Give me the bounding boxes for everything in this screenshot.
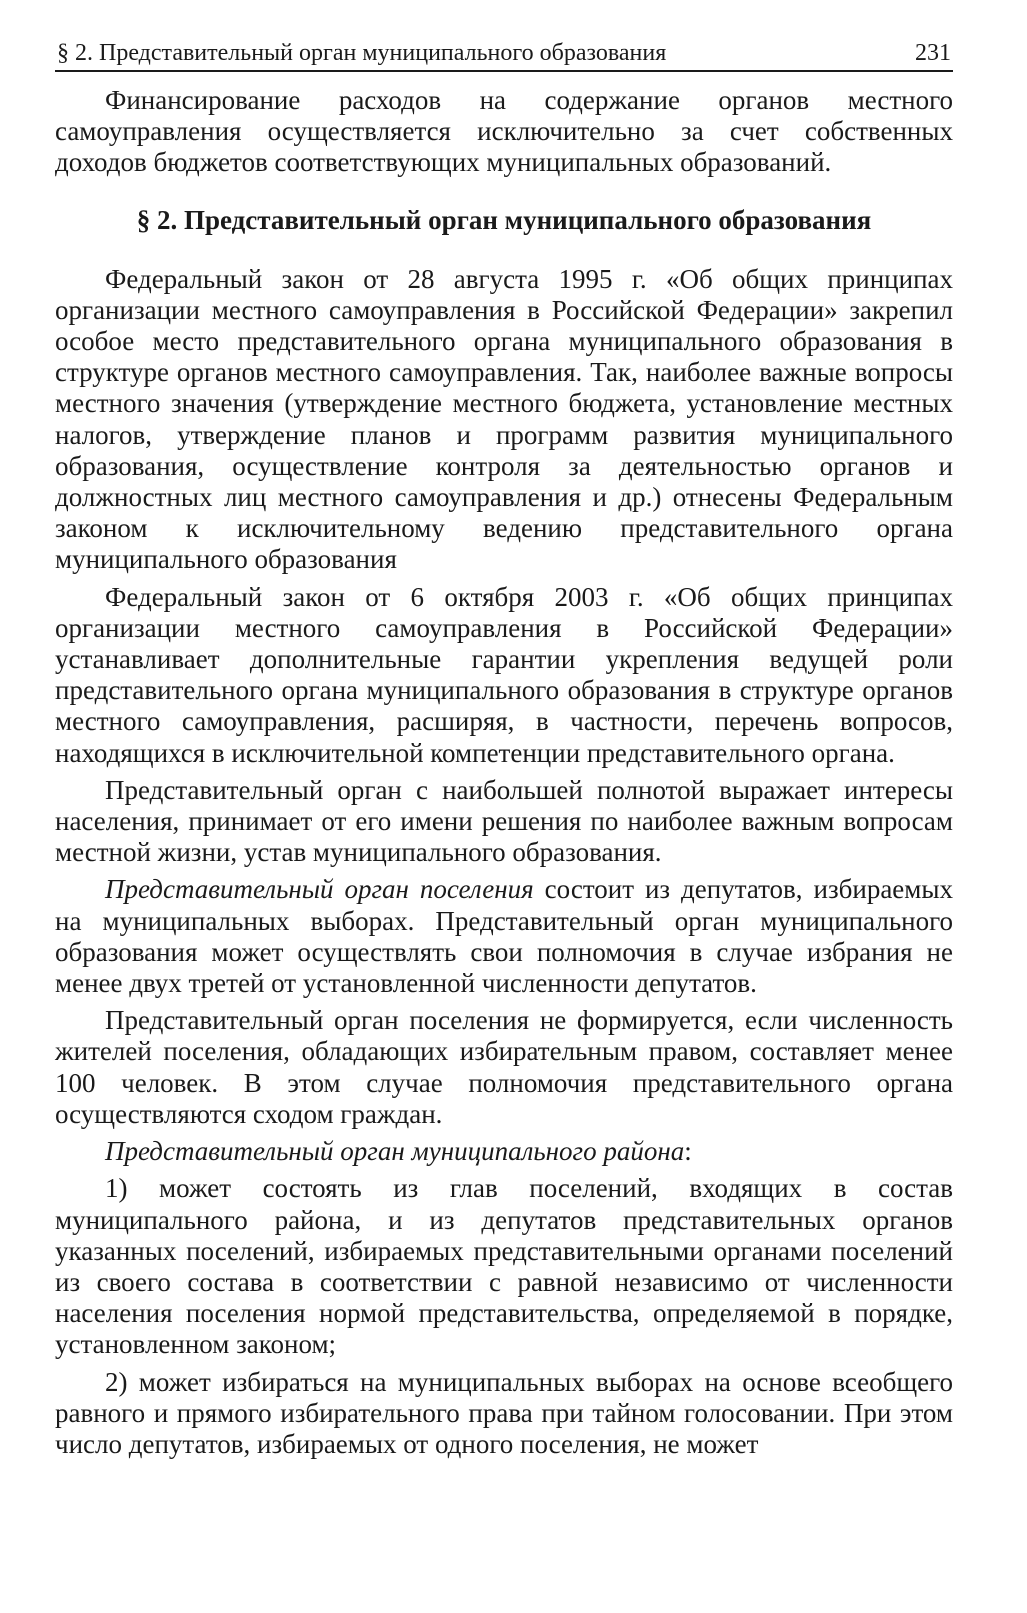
paragraph-4-italic-term: Представительный орган поселения: [105, 874, 534, 905]
paragraph-6: [55, 1136, 953, 1167]
list-item-1: 1) может состоять из глав поселений, входящих в состав муниципального района, и из депутатов представительных органов указанных поселений, избираемых представительными органами поселений из своего состава в соответствии с равной независимо от численности населения поселения нормой представительства, определяемой в порядке, установленном законом;: [55, 1173, 953, 1360]
page-number: 231: [915, 40, 951, 66]
paragraph-4: [55, 874, 953, 999]
paragraph-2: Федеральный закон от 6 октября 2003 г. «Об общих принципах организации местного самоуправления в Российской Федерации» устанавливает дополнительные гарантии укрепления ведущей роли представительного органа муниципального образования в структуре органов местного самоуправления, расширяя, в частности, перечень вопросов, находящихся в исключительной компетенции представительного органа.: [55, 581, 953, 768]
running-title: § 2. Представительный орган муниципального образования: [57, 40, 667, 66]
intro-paragraph: Финансирование расходов на содержание органов местного самоуправления осуществляется исключительно за счет собственных доходов бюджетов соответствующих муниципальных образований.: [55, 85, 953, 178]
paragraph-6-italic-term: Представительный орган муниципального района: [105, 1136, 685, 1167]
book-page: [55, 0, 953, 1613]
body-text: [55, 85, 953, 1460]
running-header: [55, 32, 953, 72]
paragraph-4-text: состоит из депутатов, избираемых на муниципальных выборах. Представительный орган муниципального образования может осуществлять свои полномочия в случае избрания не менее двух третей от установленной численности депутатов.: [55, 874, 954, 999]
list-item-2: 2) может избираться на муниципальных выборах на основе всеобщего равного и прямого избирательного права при тайном голосовании. При этом число депутатов, избираемых от одного поселения, не может: [55, 1366, 953, 1459]
section-title: § 2. Представительный орган муниципального образования: [136, 204, 872, 235]
paragraph-1: Федеральный закон от 28 августа 1995 г. «Об общих принципах организации местного самоуправления в Российской Федерации» закрепил особое место представительного органа муниципального образования в структуре органов местного самоуправления. Так, наиболее важные вопросы местного значения (утверждение местного бюджета, установление местных налогов, утверждение планов и программ развития муниципального образования, осуществление контроля за деятельностью органов и должностных лиц местного самоуправления и др.) отнесены Федеральным законом к исключительному ведению представительного органа муниципального образования: [55, 263, 953, 575]
paragraph-3: Представительный орган с наибольшей полнотой выражает интересы населения, принимает от его имени решения по наиболее важным вопросам местной жизни, устав муниципального образования.: [55, 774, 953, 868]
paragraph-6-colon: :: [684, 1136, 692, 1167]
paragraph-5: Представительный орган поселения не формируется, если численность жителей поселения, обладающих избирательным правом, составляет менее 100 человек. В этом случае полномочия представительного органа осуществляются сходом граждан.: [55, 1005, 953, 1129]
